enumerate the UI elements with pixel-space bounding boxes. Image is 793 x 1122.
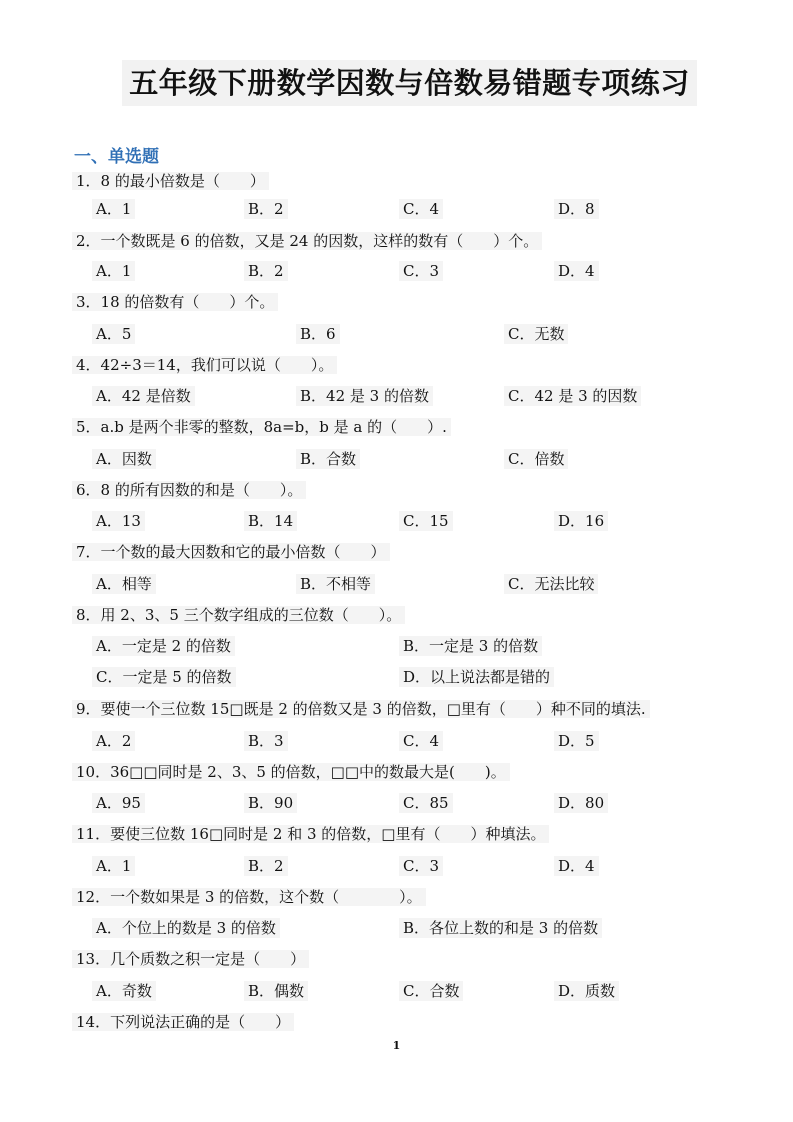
- option[interactable]: B．2: [244, 855, 288, 877]
- option[interactable]: A．1: [92, 855, 135, 877]
- option[interactable]: A．个位上的数是 3 的倍数: [92, 917, 280, 939]
- option[interactable]: A．1: [92, 260, 135, 282]
- question-stem: 7．一个数的最大因数和它的最小倍数（ ）: [72, 541, 396, 563]
- option[interactable]: D．5: [554, 730, 599, 752]
- question-stem: 14．下列说法正确的是（ ）: [72, 1011, 300, 1033]
- option[interactable]: B．14: [244, 510, 297, 532]
- option[interactable]: C．合数: [399, 980, 463, 1002]
- option[interactable]: A．奇数: [92, 980, 156, 1002]
- option[interactable]: B．6: [296, 323, 340, 345]
- question-stem: 11．要使三位数 16□同时是 2 和 3 的倍数，□里有（ ）种填法。: [72, 823, 555, 845]
- option[interactable]: C．一定是 5 的倍数: [92, 666, 236, 688]
- option[interactable]: D．4: [554, 855, 599, 877]
- option[interactable]: B．2: [244, 260, 288, 282]
- question-stem: 3．18 的倍数有（ ）个。: [72, 291, 284, 313]
- page-title: 五年级下册数学因数与倍数易错题专项练习: [122, 60, 697, 106]
- option[interactable]: B．一定是 3 的倍数: [399, 635, 542, 657]
- question-stem: 6．8 的所有因数的和是（ ）。: [72, 479, 312, 501]
- option[interactable]: B．各位上数的和是 3 的倍数: [399, 917, 602, 939]
- question-stem: 12．一个数如果是 3 的倍数，这个数（ ）。: [72, 886, 432, 908]
- option[interactable]: D．质数: [554, 980, 619, 1002]
- option[interactable]: B．偶数: [244, 980, 308, 1002]
- option[interactable]: D．8: [554, 198, 599, 220]
- option[interactable]: C．无数: [504, 323, 568, 345]
- section-heading: 一、单选题: [74, 147, 159, 167]
- question-stem: 1．8 的最小倍数是（ ）: [72, 170, 275, 192]
- option[interactable]: C．3: [399, 260, 443, 282]
- option[interactable]: B．90: [244, 792, 297, 814]
- option[interactable]: D．16: [554, 510, 608, 532]
- question-stem: 4．42÷3＝14，我们可以说（ ）。: [72, 354, 343, 376]
- option[interactable]: A．相等: [92, 573, 156, 595]
- option[interactable]: D．80: [554, 792, 608, 814]
- option[interactable]: C．无法比较: [504, 573, 598, 595]
- option[interactable]: A．2: [92, 730, 135, 752]
- option[interactable]: A．1: [92, 198, 135, 220]
- question-stem: 5．a.b 是两个非零的整数，8a=b，b 是 a 的（ ）.: [72, 416, 457, 438]
- option[interactable]: A．42 是倍数: [92, 385, 195, 407]
- option[interactable]: B．不相等: [296, 573, 375, 595]
- question-stem: 9．要使一个三位数 15□既是 2 的倍数又是 3 的倍数，□里有（ ）种不同的填法.: [72, 698, 656, 720]
- question-stem: 10．36□□同时是 2、3、5 的倍数，□□中的数最大是( )。: [72, 761, 516, 783]
- option[interactable]: B．合数: [296, 448, 360, 470]
- option[interactable]: B．42 是 3 的倍数: [296, 385, 433, 407]
- option[interactable]: A．因数: [92, 448, 156, 470]
- page-number: 1: [392, 1039, 401, 1052]
- question-stem: 13．几个质数之积一定是（ ）: [72, 948, 315, 970]
- question-stem: 8．用 2、3、5 三个数字组成的三位数（ ）。: [72, 604, 411, 626]
- option[interactable]: C．3: [399, 855, 443, 877]
- option[interactable]: D．4: [554, 260, 599, 282]
- option[interactable]: D．以上说法都是错的: [399, 666, 554, 688]
- option[interactable]: C．85: [399, 792, 453, 814]
- option[interactable]: A．5: [92, 323, 135, 345]
- option[interactable]: C．15: [399, 510, 453, 532]
- option[interactable]: A．一定是 2 的倍数: [92, 635, 235, 657]
- option[interactable]: A．95: [92, 792, 145, 814]
- option[interactable]: B．3: [244, 730, 288, 752]
- option[interactable]: B．2: [244, 198, 288, 220]
- option[interactable]: C．4: [399, 730, 443, 752]
- option[interactable]: C．42 是 3 的因数: [504, 385, 641, 407]
- option[interactable]: C．倍数: [504, 448, 568, 470]
- option[interactable]: C．4: [399, 198, 443, 220]
- question-stem: 2．一个数既是 6 的倍数，又是 24 的因数，这样的数有（ ）个。: [72, 230, 548, 252]
- option[interactable]: A．13: [92, 510, 145, 532]
